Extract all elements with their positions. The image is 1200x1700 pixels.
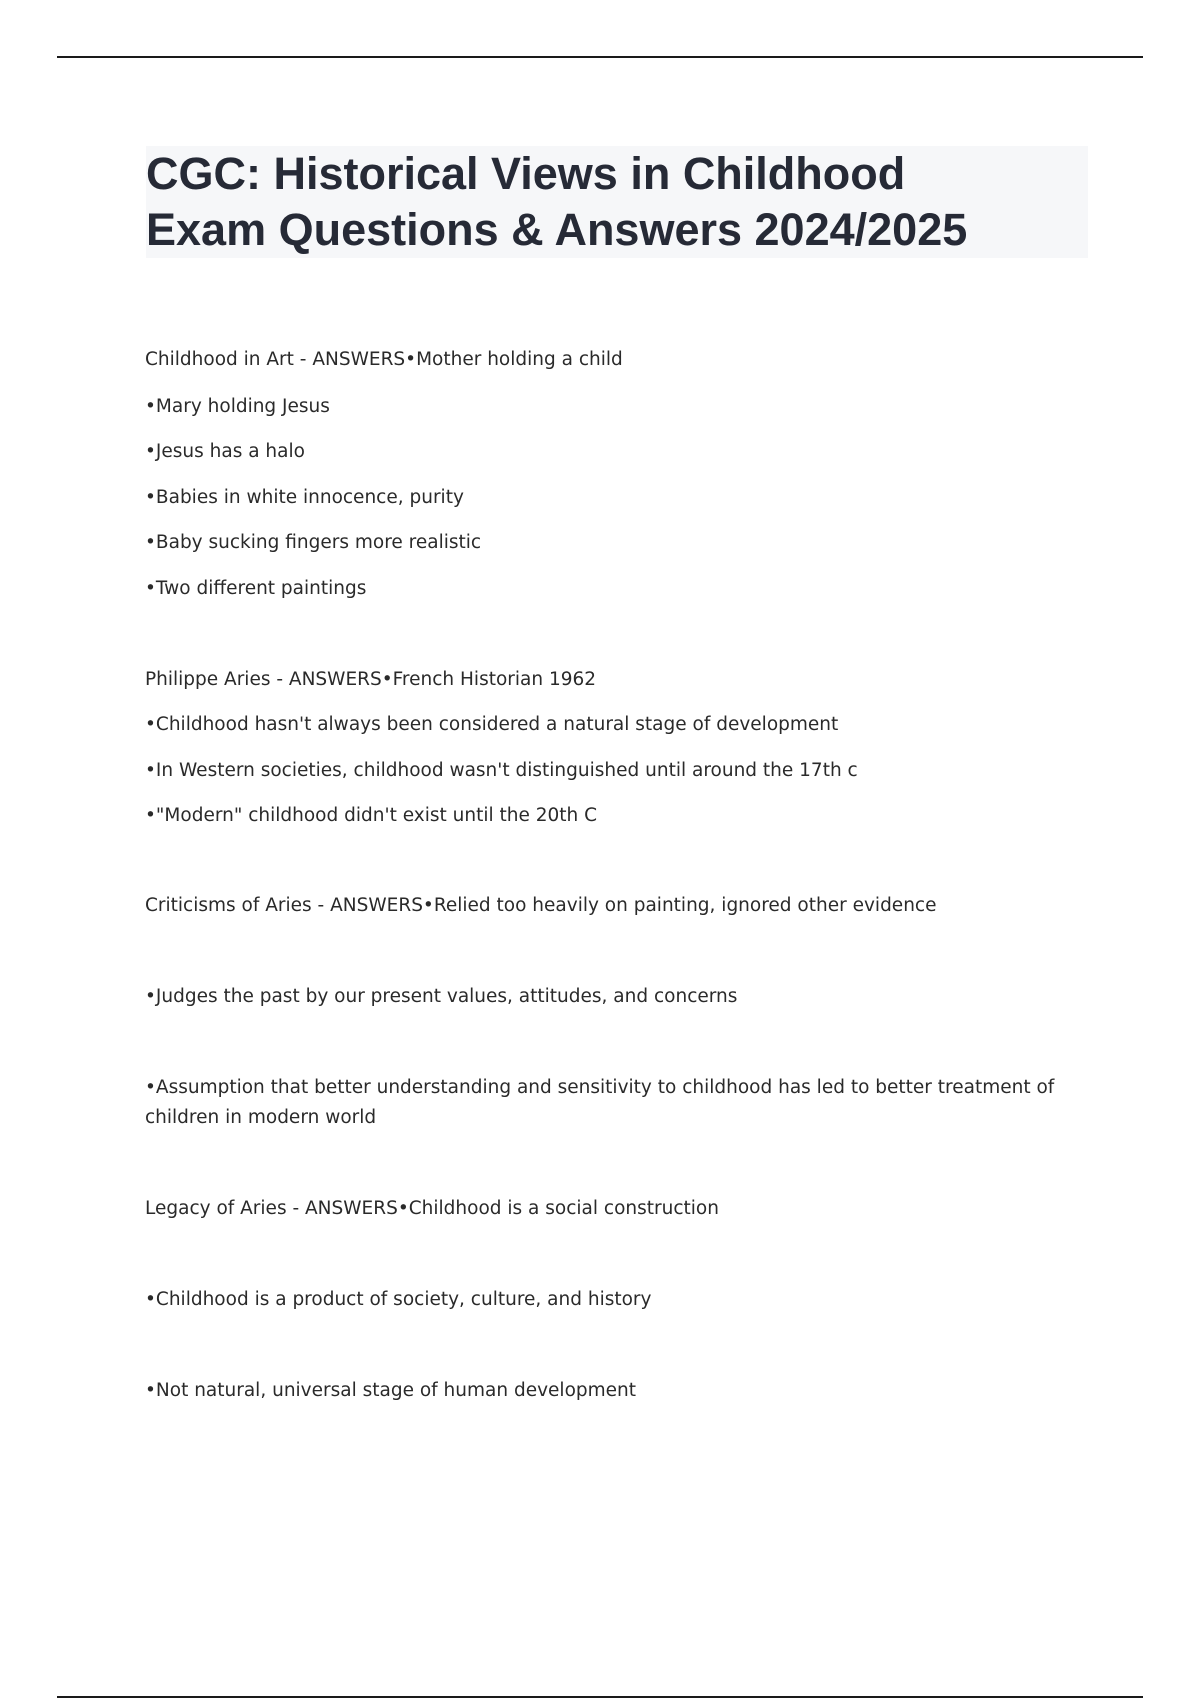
bullet-item: •Mary holding Jesus (145, 396, 330, 417)
document-title (146, 146, 1088, 258)
title-line-2: Exam Questions & Answers 2024/2025 (146, 204, 968, 255)
section-legacy-heading: Legacy of Aries - ANSWERS•Childhood is a social construction (145, 1198, 719, 1219)
bullet-item: •Judges the past by our present values, attitudes, and concerns (145, 986, 738, 1007)
bullet-item: •In Western societies, childhood wasn't distinguished until around the 17th c (145, 760, 858, 781)
title-line-1: CGC: Historical Views in Childhood (146, 148, 906, 199)
bullet-item: •Two different paintings (145, 578, 367, 599)
bottom-rule (57, 1696, 1143, 1698)
bullet-item: •Jesus has a halo (145, 441, 305, 462)
bullet-item: •Baby sucking fingers more realistic (145, 532, 482, 553)
section-philippe-aries-heading: Philippe Aries - ANSWERS•French Historian 1962 (145, 669, 597, 690)
bullet-item: •"Modern" childhood didn't exist until the 20th C (145, 805, 598, 826)
bullet-item: •Childhood hasn't always been considered a natural stage of development (145, 714, 839, 735)
section-criticisms-heading: Criticisms of Aries - ANSWERS•Relied too heavily on painting, ignored other evidence (145, 895, 937, 916)
section-childhood-in-art-heading: Childhood in Art - ANSWERS•Mother holding a child (145, 349, 623, 370)
top-rule (57, 56, 1143, 58)
bullet-item: •Childhood is a product of society, culture, and history (145, 1289, 652, 1310)
bullet-item: •Babies in white innocence, purity (145, 487, 464, 508)
bullet-item: •Assumption that better understanding and sensitivity to childhood has led to better treatment of children in modern world (145, 1077, 1055, 1128)
bullet-item: •Not natural, universal stage of human development (145, 1380, 637, 1401)
